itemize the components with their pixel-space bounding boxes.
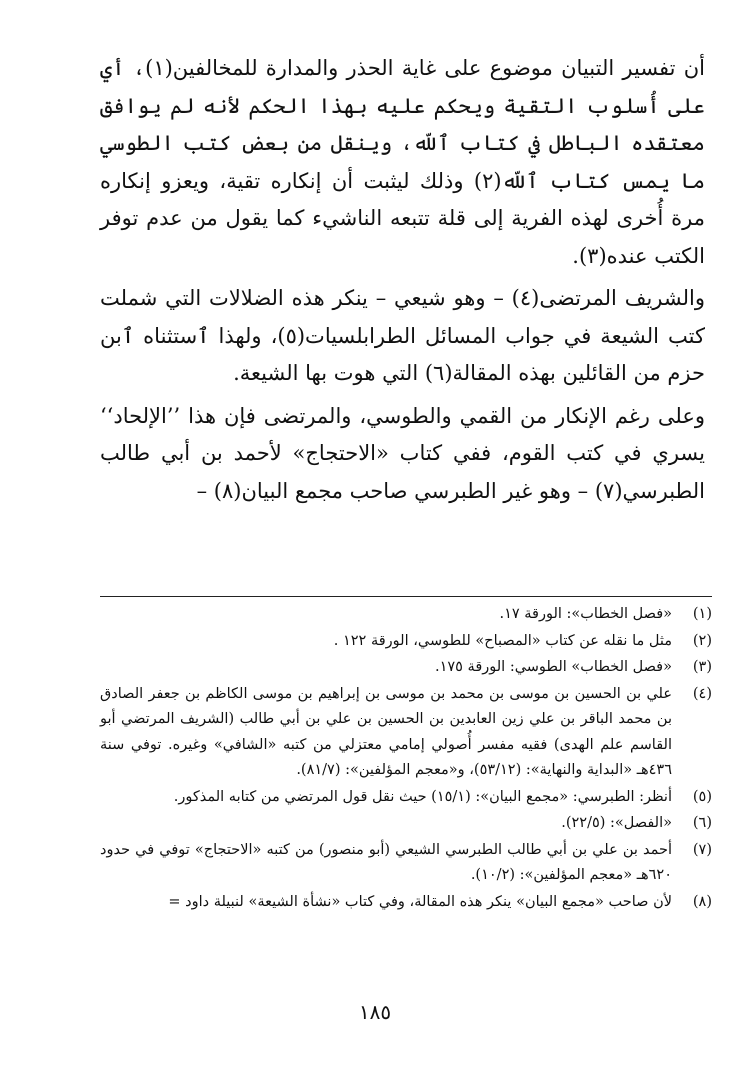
footnote-text: أنظر: الطبرسي: «مجمع البيان»: (١٥/١) حيث نقل قول المرتضي من كتابه المذكور. bbox=[173, 788, 672, 805]
footnote-number: (٨) bbox=[692, 893, 712, 910]
footnote-number: (٧) bbox=[692, 841, 712, 858]
footnote bbox=[100, 629, 712, 655]
footnote-text: «الفصل»: (٢٢/٥). bbox=[561, 815, 672, 831]
footnote-text: «فصل الخطاب»: الورقة ١٧. bbox=[499, 606, 672, 622]
footnotes bbox=[100, 602, 712, 915]
paragraph: وعلى رغم الإنكار من القمي والطوسي، والمرتضى فإن هذا ’’الإلحاد‘‘ يسري في كتب القوم، ففي كتاب «الاحتجاج» لأحمد بن أبي طالب الطبرسي(٧) – وهو غير الطبرسي صاحب مجمع البيان(٨) – bbox=[100, 403, 705, 503]
footnote-text: علي بن الحسين بن موسى بن محمد بن موسى بن إبراهيم بن موسى الكاظم بن جعفر الصادق بن محمد الباقر بن علي زين العابدين بن الحسين بن علي بن أبي طالب (الشريف المرتضي أبو القاسم علم الهدى) فقيه مفسر أُصولي إمامي معتزلي من كتبه «الشافي» وغيره. توفي سنة ٤٣٦هـ «البداية والنهاية»: (٥٣/١٢)، و«معجم المؤلفين»: (٨١/٧). bbox=[100, 685, 672, 778]
paragraph: أن تفسير التبيان موضوع على غاية الحذر والمدارة للمخالفين(١)، أي على أُسلوب التقية ويحكم عليه بهذا الحكم لأنه لم يوافق معتقده الباطل في كتاب ٱللّه، وينقل من بعض كتب الطوسي ما يمس كتاب ٱللّه(٢) وذلك ليثبت أن إنكاره تقية، ويعزو إنكاره مرة أُخرى لهذه الفرية إلى قلة تتبعه الناشيء كما يقول من عدم توفر الكتب عنده(٣). bbox=[100, 56, 706, 268]
footnote bbox=[100, 838, 712, 889]
page-number: ١٨٥ bbox=[358, 1000, 392, 1024]
footnote-text: «فصل الخطاب» الطوسي: الورقة ١٧٥. bbox=[434, 659, 672, 675]
footnote bbox=[100, 655, 712, 681]
footnote-number: (٥) bbox=[692, 788, 712, 805]
footnote-number: (٣) bbox=[692, 659, 712, 675]
footnote-number: (٤) bbox=[692, 685, 712, 702]
footnote-number: (٢) bbox=[692, 632, 712, 649]
footnote bbox=[100, 811, 712, 837]
footnote bbox=[100, 682, 712, 784]
main-text bbox=[100, 50, 705, 510]
footnote bbox=[100, 602, 712, 628]
footnote-number: (٦) bbox=[692, 815, 712, 831]
footnote bbox=[100, 890, 712, 916]
footnote-text: أحمد بن علي بن أبي طالب الطبرسي الشيعي (أبو منصور) من كتبه «الاحتجاج» توفي في حدود ٦٢٠هـ «معجم المؤلفين»: (١٠/٢). bbox=[100, 841, 672, 883]
footnote-divider bbox=[100, 596, 712, 597]
footnote-number: (١) bbox=[692, 606, 712, 622]
footnote-text: لأن صاحب «مجمع البيان» ينكر هذه المقالة، وفي كتاب «نشأة الشيعة» لنبيلة داود = bbox=[168, 893, 672, 910]
footnote bbox=[100, 785, 712, 811]
paragraph: والشريف المرتضى(٤) – وهو شيعي – ينكر هذه الضلالات التي شملت كتب الشيعة في جواب المسائل الطرابلسيات(٥)، ولهذا ٱستثناه ٱبن حزم من القائلين بهذه المقالة(٦) التي هوت بها الشيعة. bbox=[100, 286, 705, 385]
footnote-text: مثل ما نقله عن كتاب «المصباح» للطوسي، الورقة ١٢٢ . bbox=[333, 632, 672, 649]
